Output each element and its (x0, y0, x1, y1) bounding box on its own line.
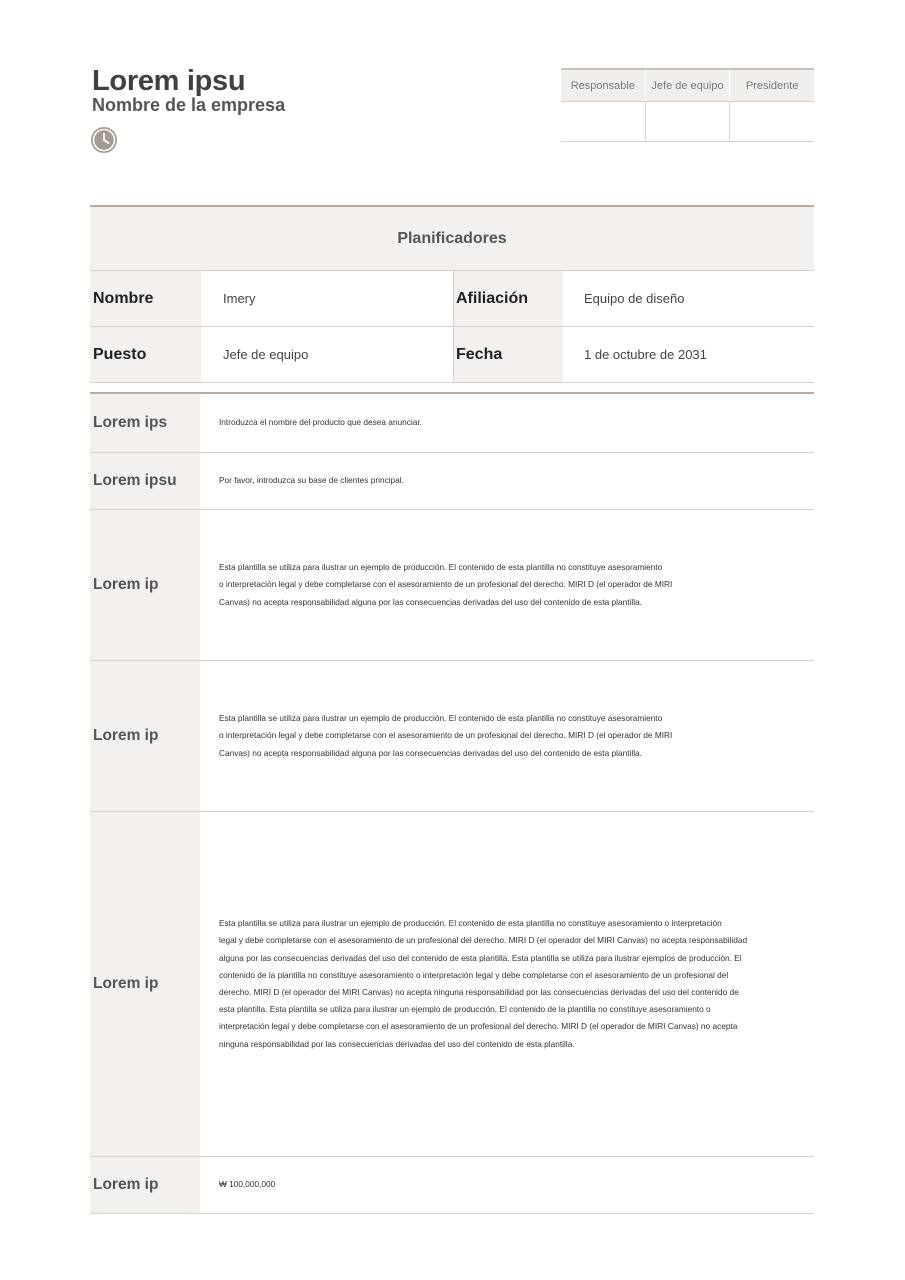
detail-row (90, 394, 814, 453)
detail-text-line: esta plantilla. Esta plantilla se utiliza para ilustrar un ejemplo de producción. El contenido de la plantilla no constituye asesoramiento o (219, 1004, 711, 1015)
position-label: Puesto (90, 327, 201, 382)
detail-value[interactable] (200, 812, 814, 1156)
detail-label: Lorem ip (90, 812, 200, 1156)
signature-cell-jefe[interactable] (645, 102, 730, 141)
detail-text-line: Introduzca el nombre del producto que desea anunciar. (219, 417, 422, 428)
affiliation-label: Afiliación (454, 271, 563, 326)
detail-text-line: o interpretación legal y debe completarse con el asesoramiento de un profesional del derecho. MIRI D (el operador de MIRI (219, 579, 673, 590)
name-value[interactable]: Imery (201, 271, 454, 326)
detail-label: Lorem ip (90, 510, 200, 660)
approval-header-row (561, 68, 814, 102)
approval-signature-row (561, 102, 814, 142)
detail-row (90, 510, 814, 661)
position-value[interactable]: Jefe de equipo (201, 327, 454, 382)
detail-text-line: Esta plantilla se utiliza para ilustrar un ejemplo de producción. El contenido de esta plantilla no constituye asesoramiento o interpretación (219, 918, 722, 929)
detail-text-line: Esta plantilla se utiliza para ilustrar un ejemplo de producción. El contenido de esta plantilla no constituye asesoramiento (219, 562, 663, 573)
approval-header-presidente: Presidente (729, 70, 814, 101)
planners-row-position (90, 327, 814, 383)
detail-value[interactable] (200, 1157, 814, 1213)
detail-label: Lorem ipsu (90, 453, 200, 509)
detail-label: Lorem ip (90, 661, 200, 811)
detail-value[interactable] (200, 510, 814, 660)
approval-table (561, 68, 814, 142)
detail-text-line: alguna por las consecuencias derivadas del uso del contenido de esta plantilla. Esta plantilla se utiliza para ilustrar ejemplos de producción. El (219, 952, 742, 963)
signature-cell-responsable[interactable] (561, 102, 645, 141)
detail-label: Lorem ip (90, 1157, 200, 1213)
approval-header-responsable: Responsable (570, 79, 635, 92)
detail-label: Lorem ips (90, 394, 200, 452)
planners-row-name (90, 271, 814, 327)
detail-row (90, 1157, 814, 1214)
detail-value[interactable] (200, 661, 814, 811)
detail-text-line: Por favor, introduzca su base de clientes principal. (219, 475, 404, 486)
planners-table (90, 205, 814, 383)
detail-text-line: interpretación legal y debe completarse con el asesoramiento de un profesional del derecho. MIRI D (el operador de MIRI Canvas) no acepta (219, 1021, 738, 1032)
name-label: Nombre (90, 271, 201, 326)
detail-text-line: Canvas) no acepta responsabilidad alguna por las consecuencias derivadas del uso del contenido de esta plantilla. (219, 596, 642, 607)
planners-heading: Planificadores (90, 207, 814, 271)
clock-icon (90, 126, 118, 154)
detail-value[interactable] (200, 453, 814, 509)
document-title: Lorem ipsu (92, 65, 246, 97)
company-name: Nombre de la empresa (92, 95, 286, 115)
detail-text-line: ninguna responsabilidad por las consecuencias derivadas del uso del contenido de esta plantilla. (219, 1038, 575, 1049)
detail-text-line: legal y debe completarse con el asesoramiento de un profesional del derecho. MIRI D (el operador del MIRI Canvas) no acepta responsabilidad (219, 935, 748, 946)
detail-text-line: ₩ 100,000,000 (219, 1179, 276, 1190)
detail-row (90, 812, 814, 1157)
approval-header-jefe: Jefe de equipo (645, 70, 730, 101)
affiliation-value[interactable]: Equipo de diseño (584, 291, 685, 306)
detail-value[interactable] (200, 394, 814, 452)
detail-text-line: Canvas) no acepta responsabilidad alguna por las consecuencias derivadas del uso del contenido de esta plantilla. (219, 747, 642, 758)
date-label: Fecha (454, 327, 563, 382)
detail-text-line: derecho. MIRI D (el operador del MIRI Canvas) no acepta ninguna responsabilidad por las consecuencias derivadas del uso del contenido de (219, 987, 739, 997)
detail-text-line: Esta plantilla se utiliza para ilustrar un ejemplo de producción. El contenido de esta plantilla no constituye asesoramiento (219, 713, 663, 724)
detail-row (90, 453, 814, 510)
detail-text-line: contenido de la plantilla no constituye asesoramiento o interpretación legal y debe completarse con el asesoramiento de un profesional del (219, 969, 729, 980)
details-table (90, 392, 814, 1214)
signature-cell-presidente[interactable] (729, 102, 814, 141)
date-value[interactable]: 1 de octubre de 2031 (584, 347, 707, 362)
detail-text-line: o interpretación legal y debe completarse con el asesoramiento de un profesional del derecho. MIRI D (el operador de MIRI (219, 730, 673, 741)
detail-row (90, 661, 814, 812)
